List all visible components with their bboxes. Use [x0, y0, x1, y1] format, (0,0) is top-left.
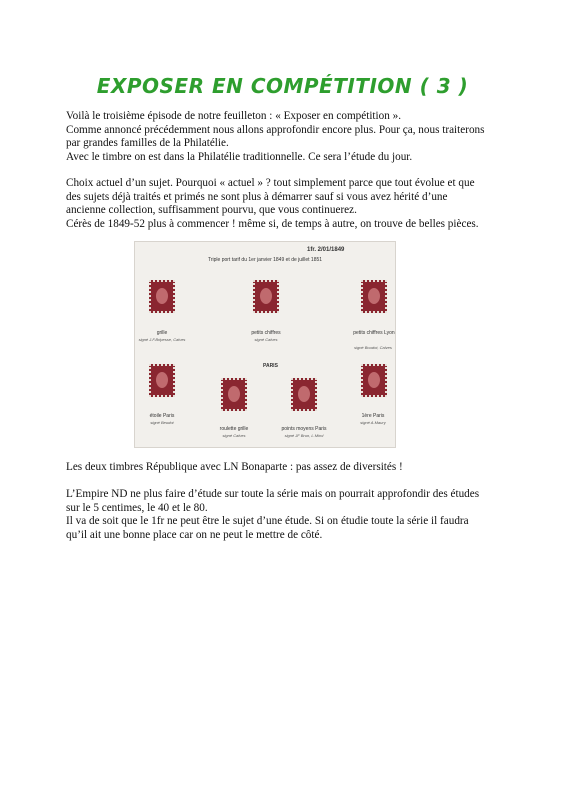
stamp-image — [291, 378, 317, 411]
text-line: Choix actuel d’un sujet. Pourquoi « actuel » ? tout simplement parce que tout évolue et que — [66, 177, 475, 189]
stamp-plate-image — [134, 241, 396, 448]
stamp-signature: signé JF Brun, L.Mirol — [284, 433, 324, 438]
stamp-signature: signé Calves — [222, 433, 246, 438]
stamp-label: 1ère Paris — [361, 413, 385, 419]
stamp-image — [253, 280, 279, 313]
text-line: Cérès de 1849-52 plus à commencer ! même si, de temps à autre, on trouve de belles pièces. — [66, 217, 479, 230]
stamp-label: petits chiffres — [251, 330, 281, 336]
stamp-image — [221, 378, 247, 411]
stamp-signature: signé J.F.Brlpesse, Calves — [138, 337, 186, 342]
stamp-label: points moyens Paris — [281, 426, 327, 432]
stamp-image — [361, 364, 387, 397]
text-line: Comme annoncé précédemment nous allons approfondir encore plus. Pour ça, nous traiterons — [66, 123, 485, 136]
text-line: qu’il ait une bonne place car on ne peut le mettre de côté. — [66, 528, 323, 541]
stamp-signature: signé Beudot — [150, 420, 174, 425]
stamp-label: petits chiffres Lyon — [353, 330, 395, 336]
text-line: ancienne collection, suffisamment pourvu, que vous continuerez. — [66, 204, 357, 217]
text-line: sur le 5 centimes, le 40 et le 80. — [66, 501, 208, 514]
choice-paragraph — [66, 177, 506, 231]
stamp-signature: signé A.Maury — [360, 420, 386, 425]
page-title: EXPOSER EN COMPÉTITION ( 3 ) — [96, 74, 469, 98]
stamp-image — [149, 364, 175, 397]
text-line: par grandes familles de la Philatélie. — [66, 137, 229, 150]
stamp-image — [149, 280, 175, 313]
plate-header: 1fr. 2/01/1849 — [307, 247, 345, 253]
center-label: PARIS — [263, 363, 278, 369]
stamp-label: grille — [156, 330, 168, 336]
stamp-label: roulette grille — [219, 426, 249, 432]
intro-paragraph — [66, 110, 506, 164]
stamp-label: étoile Paris — [149, 413, 175, 419]
empire-paragraph — [66, 488, 506, 542]
text-line: Avec le timbre on est dans la Philatélie traditionnelle. Ce sera l’étude du jour. — [66, 150, 413, 163]
stamp-image — [361, 280, 387, 313]
plate-subheader: Triple port tarif du 1er janvier 1849 et de juillet 1851 — [208, 257, 323, 263]
stamp-signature: signé Boudot, Calves — [354, 345, 392, 350]
text-line: Il va de soit que le 1fr ne peut être le sujet d’une étude. Si on étudie toute la série il faudra — [66, 515, 469, 528]
text-line: L’Empire ND ne plus faire d’étude sur toute la série mais on pourrait approfondir des études — [66, 488, 480, 500]
stamp-signature: signé Calves — [254, 337, 278, 342]
republique-paragraph — [66, 461, 506, 475]
text-line: des sujets déjà traités et primés ne sont plus à démarrer sauf si vous avez hérité d’une — [66, 190, 448, 203]
text-line: Les deux timbres République avec LN Bonaparte : pas assez de diversités ! — [66, 461, 403, 473]
text-line: Voilà le troisième épisode de notre feuilleton : « Exposer en compétition ». — [66, 110, 402, 122]
